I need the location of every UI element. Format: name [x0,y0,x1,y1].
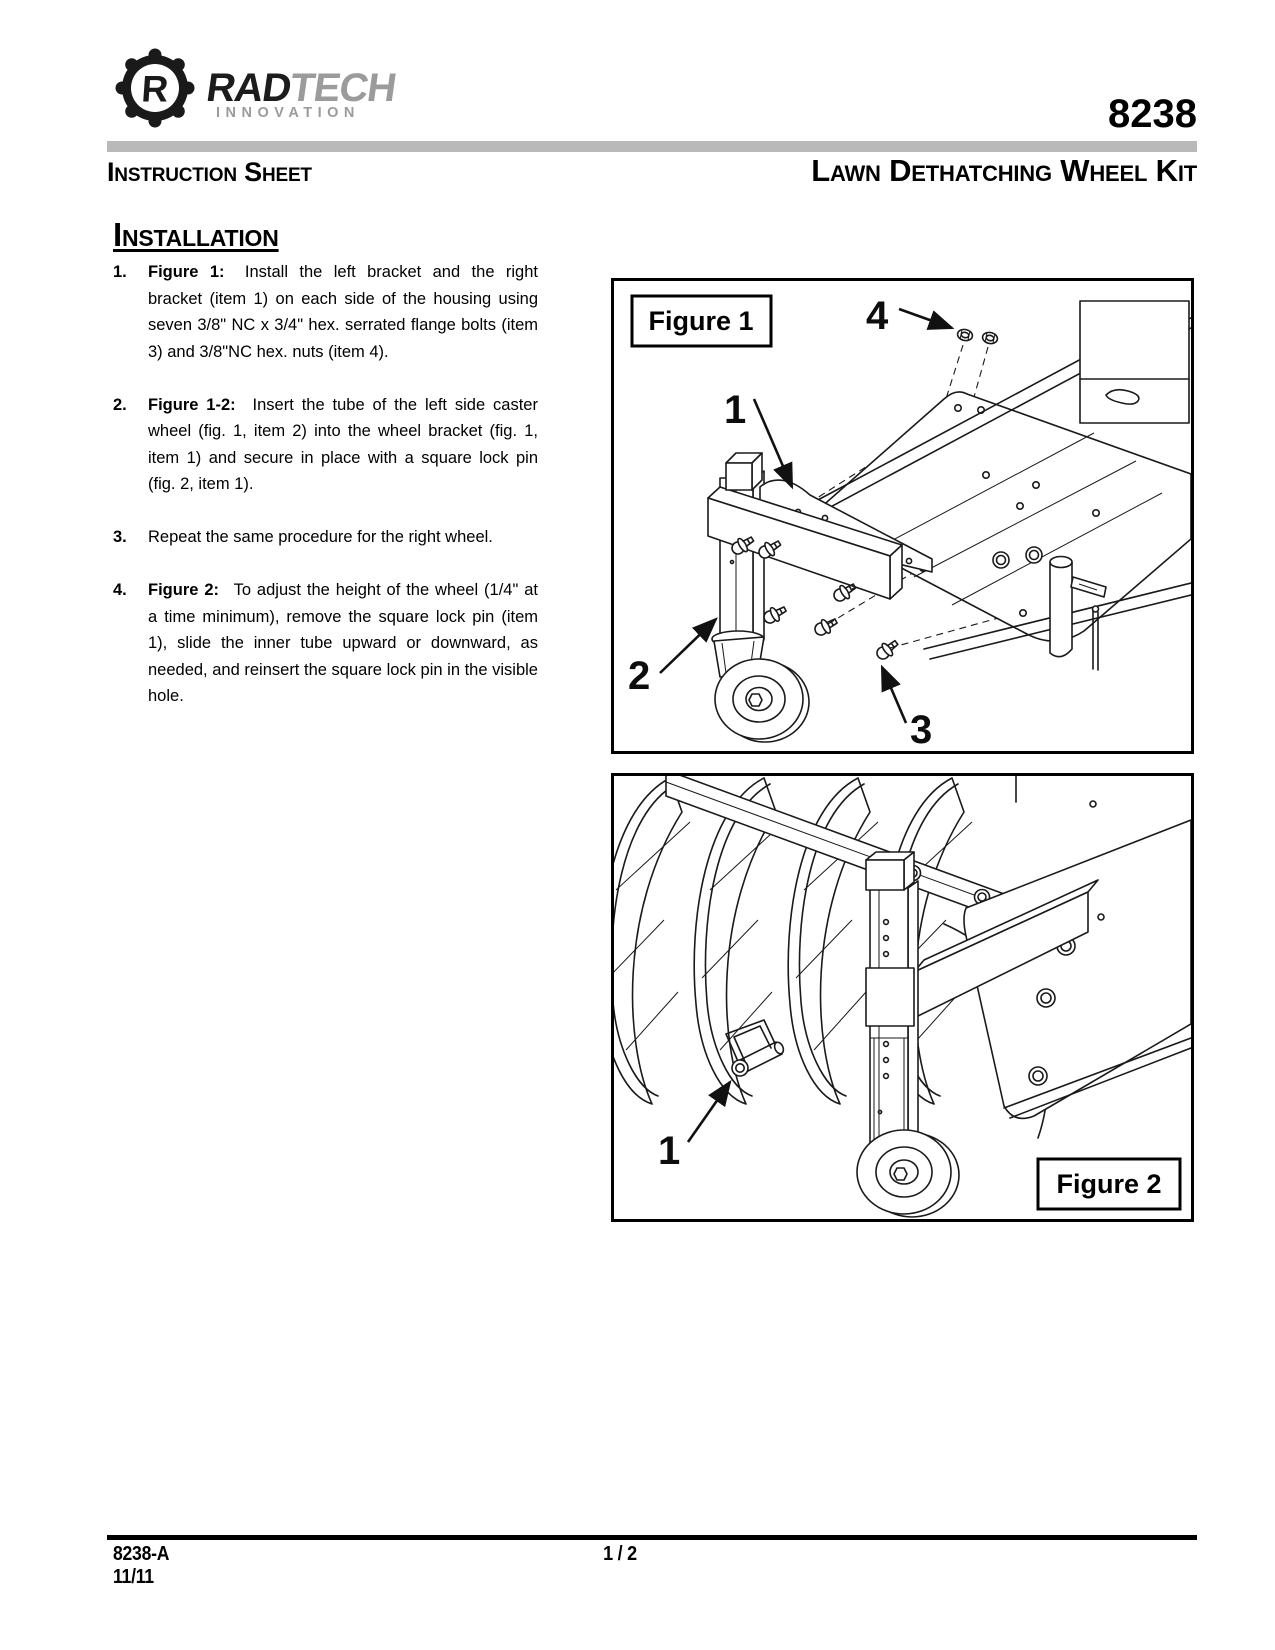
step-number: 4. [113,581,127,599]
housing-hood-box [1080,301,1189,423]
figure-1-drawing [614,281,1191,751]
sheet-type-label: Instruction Sheet [107,157,312,187]
callout-4-number: 4 [866,294,889,338]
step-lead: Figure 2: [148,581,219,599]
logo-badge [116,49,195,128]
step-body: Insert the tube of the left side caster wheel (fig. 1, item 2) into the wheel bracket (fig. 1, item 1) and secure in place with a square lock pin (fig. 2, item 1). [148,395,538,493]
header-divider [107,141,1197,152]
step-text [148,392,538,498]
step-3 [113,524,538,551]
bracket-sleeve [866,968,914,1026]
callout-1-number: 1 [724,388,747,432]
caster-tube-assembly [866,852,918,1153]
callout-2-number: 2 [628,654,651,698]
callout-3-arrow [882,667,906,723]
caster-tube-cap [726,453,762,490]
figure-2-drawing [614,776,1191,1219]
footer-part-code: 8238-A [113,1543,170,1565]
step-1 [113,259,538,365]
radtech-logo [113,48,433,130]
callout-1 [658,1082,730,1173]
step-text [148,259,538,365]
caster-wheel [857,1130,959,1217]
installation-heading: Installation [113,216,279,253]
figure-1-label [632,296,771,346]
step-body: Install the left bracket and the right bracket (item 1) on each side of the housing using seven 3/8" NC x 3/4" hex. serrated flange bolts (item 3) and 3/8"NC hex. nuts (item 4). [148,263,538,361]
footer-divider [107,1535,1197,1540]
subtitle-row [107,153,1197,189]
product-title: Lawn Dethatching Wheel Kit [811,153,1197,188]
step-number: 2. [113,395,127,414]
callout-4-arrow [899,309,952,328]
square-lock-pin [726,1020,785,1076]
footer-revision-date: 11/11 [113,1566,154,1588]
callout-3 [882,667,932,751]
logo-monogram: R [140,67,170,110]
step-4 [113,577,538,710]
radtech-logo-graphic [113,48,433,130]
step-text [148,524,538,551]
callout-4 [866,294,952,338]
figure-2 [611,773,1194,1222]
installation-steps [113,259,538,736]
step-number: 1. [113,263,127,281]
step-lead: Figure 1: [148,263,225,281]
hex-nuts [957,328,999,345]
callout-1-number: 1 [658,1129,681,1173]
page-indicator: 1 / 2 [603,1543,637,1565]
step-2 [113,392,538,498]
step-number: 3. [113,528,127,546]
logo-wordmark-dark: RAD [203,65,294,110]
svg-text:RADTECH [204,65,399,110]
footer-document-info [113,1543,169,1589]
figure-2-label-text: Figure 2 [1056,1169,1162,1199]
callout-1-arrow [688,1082,730,1142]
step-text [148,577,538,710]
callout-3-number: 3 [910,708,933,751]
step-body: Repeat the same procedure for the right wheel. [148,528,493,546]
figure-2-label [1038,1159,1180,1209]
figure-1 [611,278,1194,754]
step-lead: Figure 1-2: [148,395,236,414]
callout-2-arrow [660,619,716,673]
caster-wheel [712,631,809,742]
step-body: To adjust the height of the wheel (1/4" at a time minimum), remove the square lock pin (item 1), slide the inner tube upward or downward, as needed, and reinsert the square lock pin in the visible hole. [148,581,538,705]
logo-wordmark [204,65,399,110]
document-number: 8238 [1108,92,1197,136]
logo-wordmark-gray: TECH [287,65,399,110]
figure-1-label-text: Figure 1 [648,306,754,336]
callout-2 [628,619,716,698]
logo-tagline: INNOVATION [216,105,360,121]
housing-side-plate [819,392,1191,641]
